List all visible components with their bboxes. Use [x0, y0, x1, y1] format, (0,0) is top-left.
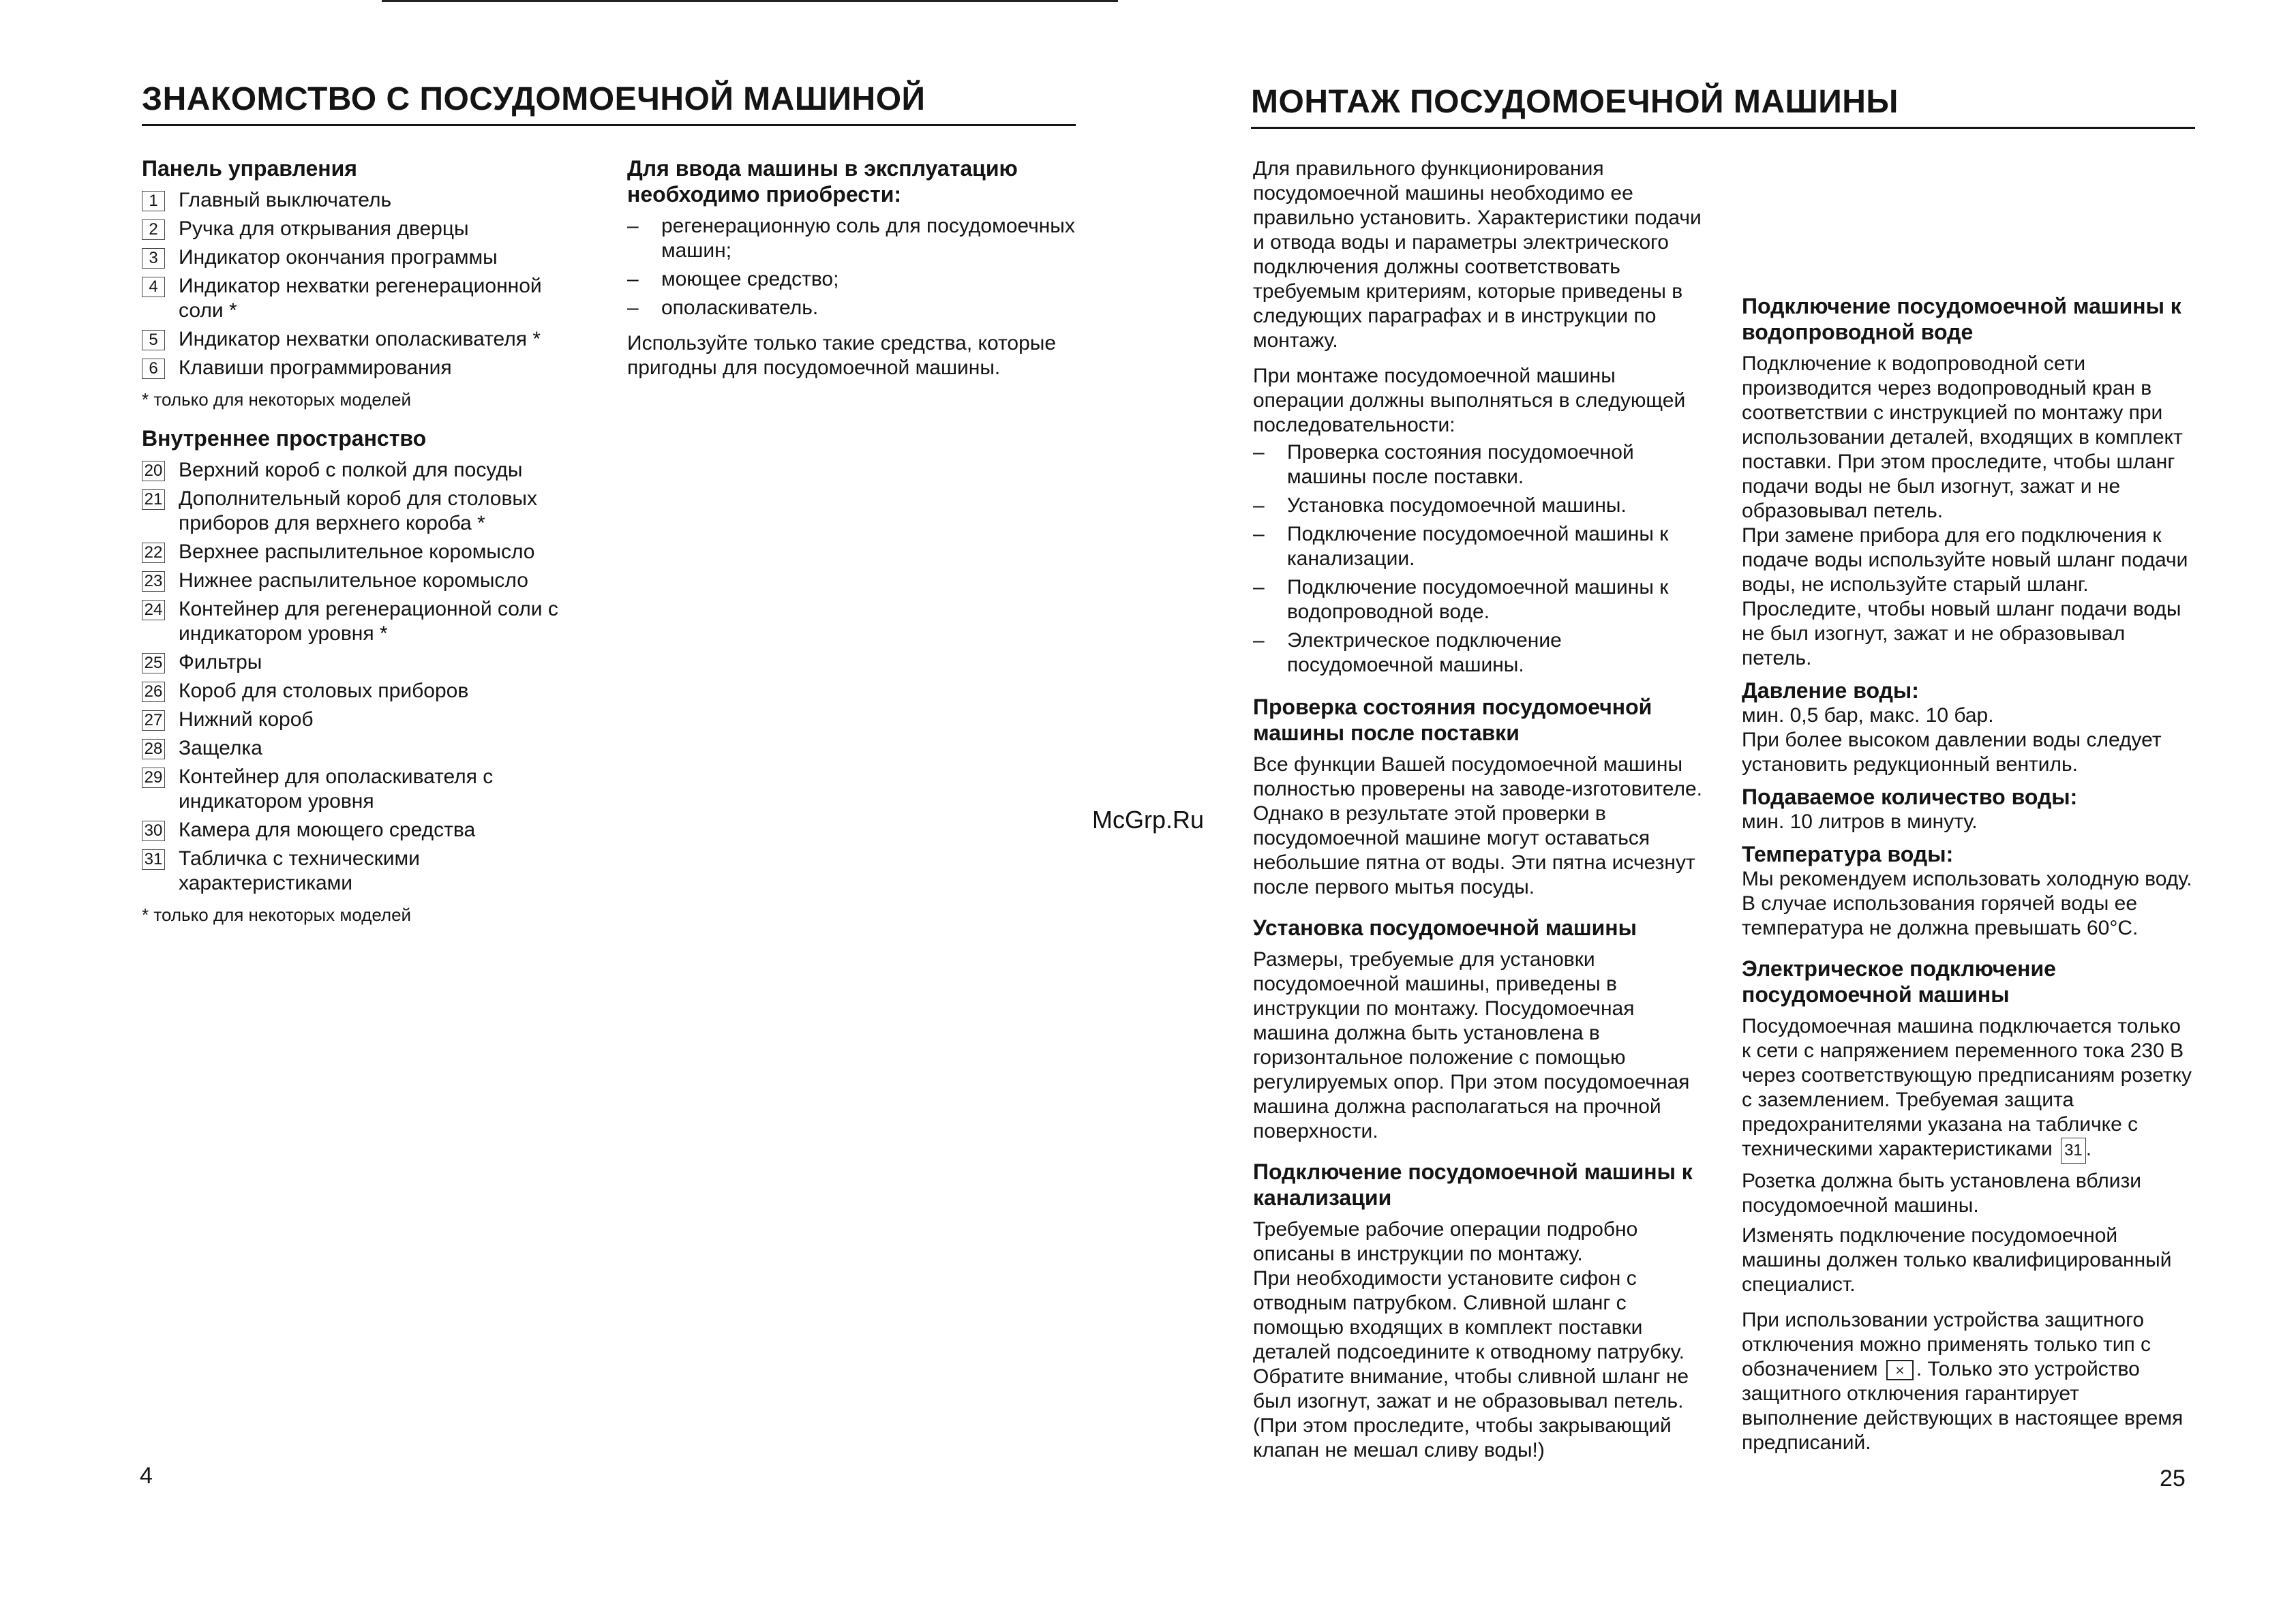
item-text: Установка посудомоечной машины. [1287, 494, 1627, 517]
item-text: Фильтры [179, 651, 262, 673]
electric-paragraph-4 [1742, 1308, 2195, 1455]
item-number: 28 [142, 739, 165, 759]
check-heading: Проверка состояния посудомоечной машины после поставки [1253, 695, 1652, 745]
list-item [142, 245, 592, 270]
list-item [142, 540, 592, 564]
dash-marker: – [1253, 441, 1265, 464]
electric-paragraph-2: Розетка должна быть установлена вблизи посудомоечной машины. [1742, 1170, 2142, 1217]
item-text: Верхний короб с полкой для посуды [179, 459, 523, 481]
list-item [142, 274, 592, 323]
reference-number: 31 [2061, 1138, 2086, 1164]
item-text: Подключение посудомоечной машины к канализации. [1287, 523, 1669, 570]
item-number: 27 [142, 710, 165, 731]
dash-marker: – [1253, 629, 1265, 652]
left-column-purchase [627, 155, 1077, 391]
item-text: ополаскиватель. [661, 297, 819, 319]
dash-marker: – [627, 215, 639, 237]
left-page-title: ЗНАКОМСТВО С ПОСУДОМОЕЧНОЙ МАШИНОЙ [142, 80, 1076, 126]
list-item [142, 708, 592, 732]
item-number: 6 [142, 359, 165, 379]
list-item [142, 327, 592, 352]
item-number: 22 [142, 543, 165, 563]
water-paragraph-1: Подключение к водопроводной сети производится через водопроводный кран в соответствии с инструкцией по монтажу при использовании деталей, входящих в комплект поставки. При этом проследите, чтобы шланг подачи воды не был изогнут, зажат и не образовывал петель. [1742, 352, 2183, 522]
check-paragraph: Все функции Вашей посудомоечной машины полностью проверены на заводе-изготовителе. Однако в результате этой проверки в посудомоечной машине могут оставаться небольшие пятна от воды. Эти пятна исчезнут после первого мытья посуды. [1253, 753, 1703, 898]
dash-marker: – [1253, 523, 1265, 545]
list-item [1253, 440, 1706, 489]
item-text: Ручка для открывания дверцы [179, 217, 469, 240]
item-text: Подключение посудомоечной машины к водопроводной воде. [1287, 576, 1669, 623]
rcd-symbol-icon: ⨯ [1886, 1360, 1914, 1380]
item-text: Контейнер для регенерационной соли с индикатором уровня * [179, 598, 558, 645]
list-item [627, 267, 1077, 292]
item-number: 29 [142, 768, 165, 788]
dash-marker: – [627, 297, 639, 319]
item-text: регенерационную соль для посудомоечных машин; [661, 215, 1075, 262]
list-item [142, 356, 592, 380]
list-item [627, 296, 1077, 320]
item-text: Табличка с техническими характеристиками [179, 847, 420, 894]
item-number: 31 [142, 849, 165, 870]
pressure-heading: Давление воды: [1742, 678, 1919, 703]
item-number: 2 [142, 219, 165, 240]
item-text: Электрическое подключение посудомоечной машины. [1287, 629, 1562, 676]
electric-text: Посудомоечная машина подключается только к сети с напряжением переменного тока 230 В через соответствующую предписаниям розетку с заземлением. Требуемая защита предохранителями указана на табличке с техническими характеристиками [1742, 1015, 2192, 1160]
item-text: Клавиши программирования [179, 357, 452, 379]
intro-paragraph: Для правильного функционирования посудомоечной машины необходимо ее правильно установить. Характеристики подачи и отвода воды и параметры электрического подключения должны соответствовать требуемым критериям, которые приведены в следующих параграфах и в инструкции по монтажу. [1253, 157, 1702, 352]
electric-paragraph-3: Изменять подключение посудомоечной машины должен только квалифицированный специалист. [1742, 1224, 2172, 1296]
list-item [142, 568, 592, 593]
item-number: 1 [142, 191, 165, 211]
electric-text: . Только это устройство защитного отключения гарантирует выполнение действующих в настоящее время предписаний. [1742, 1358, 2184, 1454]
dash-marker: – [1253, 576, 1265, 598]
item-number: 25 [142, 653, 165, 673]
install-heading: Установка посудомоечной машины [1253, 915, 1637, 940]
install-paragraph: Размеры, требуемые для установки посудомоечной машины, приведены в инструкции по монтажу. Посудомоечная машина должна быть установлена в горизонтальное положение с помощью регулируемых опор. При этом посудомоечная машина должна располагаться на прочной поверхности. [1253, 948, 1690, 1142]
water-heading: Подключение посудомоечной машины к водопроводной воде [1742, 294, 2181, 344]
list-item [142, 736, 592, 761]
right-page-title: МОНТАЖ ПОСУДОМОЕЧНОЙ МАШИНЫ [1251, 83, 2195, 129]
item-text: Верхнее распылительное коромысло [179, 541, 535, 563]
flow-value: мин. 10 литров в минуту. [1742, 810, 1978, 833]
electric-heading: Электрическое подключение посудомоечной машины [1742, 956, 2056, 1007]
list-item [142, 458, 592, 483]
interior-list [142, 458, 592, 896]
list-item [627, 214, 1077, 263]
item-number: 5 [142, 330, 165, 350]
left-column-components [142, 155, 592, 941]
list-item [142, 597, 592, 646]
item-number: 26 [142, 682, 165, 702]
list-item [142, 487, 592, 536]
list-item [1253, 494, 1706, 518]
control-panel-list [142, 188, 592, 380]
item-text: Нижний короб [179, 708, 314, 731]
sequence-intro: При монтаже посудомоечной машины операции должны выполняться в следующей последовательности: [1253, 365, 1686, 436]
page-number-left: 4 [140, 1463, 153, 1489]
item-text: Индикатор нехватки регенерационной соли * [179, 275, 542, 322]
watermark: McGrp.Ru [1092, 806, 1205, 834]
item-number: 21 [142, 489, 165, 510]
list-item [142, 818, 592, 843]
list-item [142, 650, 592, 675]
item-text: Проверка состояния посудомоечной машины после поставки. [1287, 441, 1634, 488]
item-number: 23 [142, 571, 165, 592]
item-text: Контейнер для ополаскивателя с индикатором уровня [179, 765, 494, 813]
item-text: Нижнее распылительное коромысло [179, 569, 528, 592]
list-item [1253, 522, 1706, 571]
item-text: Главный выключатель [179, 189, 392, 211]
list-item [142, 217, 592, 241]
item-text: Защелка [179, 737, 262, 759]
list-item [1253, 575, 1706, 624]
item-text: моющее средство; [661, 268, 839, 290]
item-text: Индикатор окончания программы [179, 246, 498, 269]
item-number: 24 [142, 600, 165, 620]
water-paragraph-2: При замене прибора для его подключения к подаче воды используйте новый шланг подачи воды, не используйте старый шланг. Проследите, чтобы новый шланг подачи воды не был изогнут, зажат и не образовывал петель. [1742, 524, 2188, 669]
top-scan-line [382, 0, 1118, 2]
dash-marker: – [627, 268, 639, 290]
footnote: * только для некоторых моделей [142, 389, 412, 410]
pressure-value: мин. 0,5 бар, макс. 10 бар. [1742, 704, 1994, 727]
drain-paragraph-2: При необходимости установите сифон с отводным патрубком. Сливной шланг с помощью входящих в комплект поставки деталей подсоедините к отводному патрубку. Обратите внимание, чтобы сливной шланг не был изогнут, зажат и не образовывал петель. (При этом проследите, чтобы закрывающий клапан не мешал сливу воды!) [1253, 1267, 1689, 1461]
purchase-heading: Для ввода машины в эксплуатацию необходимо приобрести: [627, 156, 1018, 207]
item-text: Камера для моющего средства [179, 819, 476, 841]
right-column-connections [1742, 293, 2195, 1466]
dash-marker: – [1253, 494, 1265, 517]
page-number-right: 25 [2160, 1466, 2186, 1491]
list-item [142, 765, 592, 814]
item-number: 20 [142, 461, 165, 481]
flow-heading: Подаваемое количество воды: [1742, 785, 2078, 809]
right-column-installation [1253, 157, 1706, 1474]
interior-heading: Внутреннее пространство [142, 426, 427, 451]
item-text: Индикатор нехватки ополаскивателя * [179, 328, 541, 350]
electric-text: При использовании устройства защитного отключения можно применять только тип с обозначением [1742, 1309, 2151, 1380]
item-text: Короб для столовых приборов [179, 680, 469, 702]
list-item [142, 847, 592, 896]
temperature-heading: Температура воды: [1742, 842, 1954, 866]
electric-paragraph-1: Посудомоечная машина подключается только к сети с напряжением переменного тока 230 В через соответствующую предписаниям розетку с заземлением. Требуемая защита предохранителями указана на табличке с техническими характеристиками 31 . [1742, 1014, 2195, 1164]
item-number: 30 [142, 821, 165, 841]
item-text: Дополнительный короб для столовых приборов для верхнего короба * [179, 487, 537, 534]
drain-paragraph-1: Требуемые рабочие операции подробно описаны в инструкции по монтажу. [1253, 1218, 1638, 1265]
list-item [142, 679, 592, 703]
drain-heading: Подключение посудомоечной машины к канализации [1253, 1159, 1693, 1210]
temperature-text: Мы рекомендуем использовать холодную воду. В случае использования горячей воды ее температура не должна превышать 60°С. [1742, 868, 2192, 939]
purchase-paragraph: Используйте только такие средства, которые пригодны для посудомоечной машины. [627, 332, 1057, 379]
list-item [142, 188, 592, 213]
item-number: 4 [142, 277, 165, 297]
item-number: 3 [142, 248, 165, 269]
pressure-note: При более высоком давлении воды следует установить редукционный вентиль. [1742, 729, 2162, 776]
list-item [1253, 628, 1706, 678]
control-panel-heading: Панель управления [142, 156, 357, 181]
footnote: * только для некоторых моделей [142, 905, 412, 925]
